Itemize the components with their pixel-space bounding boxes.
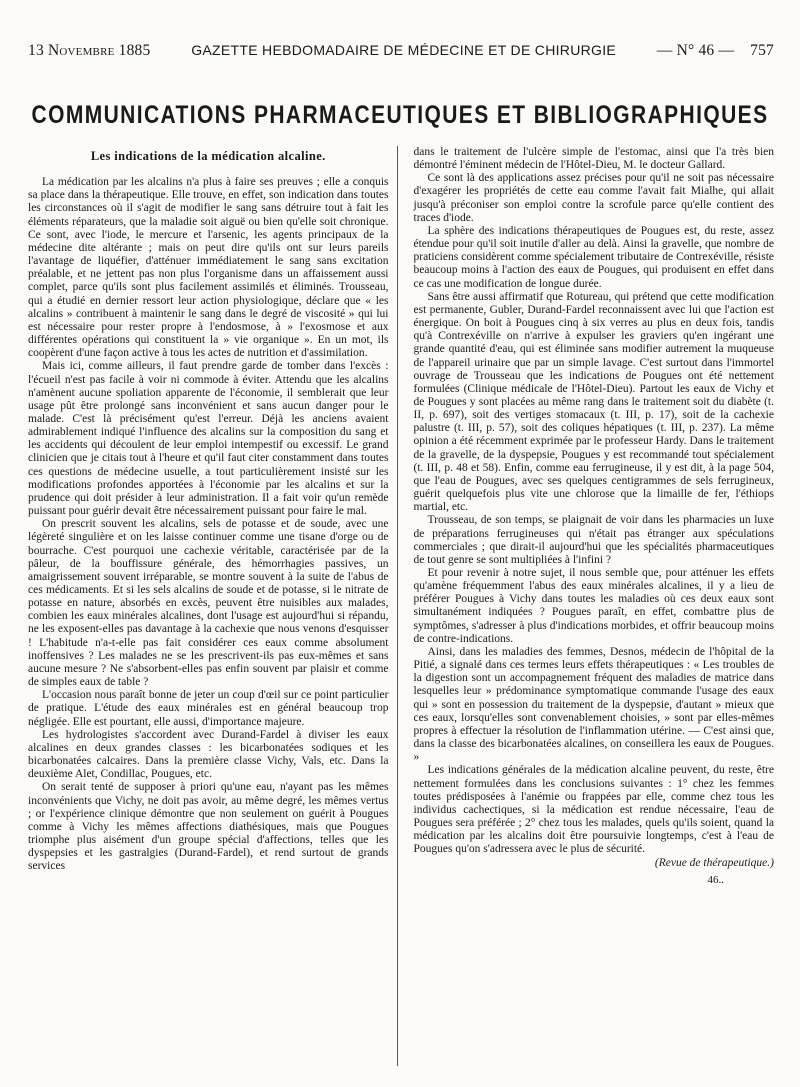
left-paragraph: Mais ici, comme ailleurs, il faut prendre garde de tomber dans l'excès : l'écueil n'est pas facile à voir ni commode à éviter. Attendu que les alcalins n'amènent aucune spoliation apparente de l'économie, il semblerait que leur usage pût être prolongé sans inconvénient et sans aucun danger pour le malade. C'est là précisément qu'est l'erreur. Déjà les anciens avaient admirablement indiqué l'influence des alcalins sur la composition du sang et les accidents qui découlent de leur emploi intempestif ou excessif. Le grand clinicien que je citais tout à l'heure et qu'il faut citer constamment dans toutes ces questions de médecine usuelle, a tout particulièrement insisté sur les modifications profondes apportées à l'économie par les alcalins et sur la prudence qui doit présider à leur administration. Il a fait voir qu'un remède puissant pour guérir devait être nécessairement puissant pour faire le mal. <box>28 360 389 518</box>
right-paragraph: dans le traitement de l'ulcère simple de l'estomac, ainsi que l'a très bien démontré l'éminent médecin de l'Hôtel-Dieu, M. le docteur Gallard. <box>413 146 774 172</box>
issue-number: — N° 46 — <box>656 42 735 59</box>
folio: 46.. <box>707 873 724 886</box>
left-paragraph: On serait tenté de supposer à priori qu'une eau, n'ayant pas les mêmes inconvénients que Vichy, ne doit pas avoir, au même degré, les mêmes vertus ; or l'expérience clinique démontre que non seulement on guérit à Pougues comme à Vichy les mêmes affections diathésiques, mais que Pougues triomphe plus aisément d'un groupe spécial d'affections, telles que les dyspepsies et les gastralgies (Durand-Fardel), et rend surtout de grands services <box>28 781 389 873</box>
section-title: COMMUNICATIONS PHARMACEUTIQUES ET BIBLIOGRAPHIQUES <box>31 101 769 129</box>
article-title: Les indications de la médication alcaline. <box>90 149 326 163</box>
left-paragraph: La médication par les alcalins n'a plus à faire ses preuves ; elle a conquis sa place dans la thérapeutique. Elle trouve, en effet, son indication dans toutes les circonstances où il s'agit de modifier le sang sans détruire tout à fait les éléments réparateurs, que la maladie soit aiguë ou bien qu'elle soit chronique. Ce sont, avec l'iode, le mercure et l'arsenic, les agents principaux de la médecine dite altérante ; mais on peut dire qu'ils ont sur leurs pareils l'avantage de liquéfier, d'atténuer immédiatement le sang sans excitation préalable, et ne jettent pas non plus l'organisme dans un affaissement aussi complet, parce qu'ils sont plus facilement assimilés et éliminés. Trousseau, qui a étudié en dernier ressort leur action physiologique, déclare que « les alcalins » contribuent à maintenir le sang dans le degré de viscosité » qui lui est nécessaire pour rester propre à l'endosmose, à » l'exosmose et aux différentes opérations qui constituent la » vie organique ». En un mot, ils coopèrent d'une façon active à tous les actes de nutrition et d'assimilation. <box>28 176 389 360</box>
running-head-right <box>657 42 774 60</box>
left-column <box>28 146 398 1066</box>
article-source: (Revue de thérapeutique.) <box>654 857 774 870</box>
left-paragraph: On prescrit souvent les alcalins, sels de potasse et de soude, avec une légèreté singulière et on les laisse continuer comme une tisane d'orge ou de bourrache. C'est pourquoi une cachexie véritable, caractérisée par de la pâleur, de la bouffissure générale, des hémorrhagies passives, un amaigrissement souvent irréparable, se montre souvent à la suite de l'abus de ces médicaments. Et si les sels alcalins de soude et de potasse, si le nitrate de potasse en nature, absorbés en excès, peuvent être nuisibles aux malades, combien les eaux minérales alcalines, dont l'usage est aujourd'hui si répandu, ne les exposent-elles pas davantage à la cachexie que nous venons d'esquisser ! L'habitude n'a-t-elle pas fait considérer ces eaux comme absolument inoffensives ? Les malades ne se les prescrivent-ils pas eux-mêmes et sans aucune mesure ? Ne s'absorbent-elles pas enfin souvent par plaisir et comme de simples eaux de table ? <box>28 518 389 689</box>
page-number: 757 <box>750 42 774 59</box>
right-paragraph: La sphère des indications thérapeutiques de Pougues est, du reste, assez étendue pour qu'il soit inutile d'aller au delà. Ainsi la gravelle, que nombre de praticiens considèrent comme spécialement tributaire de Contrexéville, résiste beaucoup moins à l'action des eaux de Pougues, qui produisent en effet dans ce cas une modification de longue durée. <box>413 224 774 290</box>
left-paragraph: L'occasion nous paraît bonne de jeter un coup d'œil sur ce point particulier de pratique. L'étude des eaux minérales est en général beaucoup trop négligée. Elle est pourtant, elle aussi, d'importance majeure. <box>28 689 389 728</box>
running-head <box>28 42 774 60</box>
text-columns <box>28 146 774 1066</box>
right-paragraph: Et pour revenir à notre sujet, il nous semble que, pour atténuer les effets qu'amène fréquemment l'abus des eaux minérales alcalines, il y a lieu de préférer Pougues à Vichy dans toutes les maladies où ces deux eaux sont simultanément indiquées ? Pougues paraît, en effet, combattre plus de symptômes, s'adresser à plus d'indications morbides, et offrir beaucoup moins de contre-indications. <box>413 567 774 645</box>
right-paragraph: Ainsi, dans les maladies des femmes, Desnos, médecin de l'hôpital de la Pitié, a signalé dans ces termes leurs effets thérapeutiques : « Les troubles de la digestion sont un accompagnement fréquent des maladies de matrice dans lesquelles leur » prédominance symptomatique commande l'usage des eaux qui » sont en possession du traitement de la dyspepsie, d'autant » mieux que ces eaux, lorsqu'elles sont convenablement choisies, » sont par elles-mêmes propres à effectuer la résolution de l'inflammation utérine. — C'est ainsi que, dans la classe des bicarbonatées alcalines, on conseillera les eaux de Pougues. » <box>413 645 774 764</box>
issue-date: 13 Novembre 1885 <box>28 42 151 59</box>
journal-name: GAZETTE HEBDOMADAIRE DE MÉDECINE ET DE CHIRURGIE <box>191 42 617 58</box>
right-paragraph: Les indications générales de la médication alcaline peuvent, du reste, être nettement formulées dans les conclusions suivantes : 1° chez les femmes toutes prédisposées à l'anémie ou frappées par elle, comme chez tous les individus cachectiques, si la médication est rendue nécessaire, l'eau de Pougues sera préférée ; 2° chez tous les malades, quels qu'ils soient, quand la médication par les alcalins doit être poursuivie longtemps, c'est à l'eau de Pougues qu'on s'adressera avec le plus de sécurité. <box>413 764 774 856</box>
right-paragraph: Trousseau, de son temps, se plaignait de voir dans les pharmacies un luxe de préparations ferrugineuses qui n'était pas étranger aux spéculations commerciales ; que dirait-il aujourd'hui que les spécialités pharmaceutiques de tout genre se sont multipliées à l'infini ? <box>413 514 774 566</box>
right-paragraph: Sans être aussi affirmatif que Rotureau, qui prétend que cette modification est permanente, Gubler, Durand-Fardel reconnaissent avec lui que l'action est énergique. On boit à Pougues cinq à six verres au plus en deux fois, tandis qu'à Contrexéville on n'arrive à expulser les graviers qu'en ingérant une grande quantité d'eau, qui est éliminée sans modifier autrement la muqueuse de l'appareil urinaire que par un simple lavage. C'est surtout dans l'immortel ouvrage de Trousseau que les indications de Pougues ont été nettement formulées (Clinique médicale de l'Hôtel-Dieu). Partout les eaux de Vichy et de Pougues y sont placées au même rang dans le traitement soit du diabète (t. II, p. 697), soit des vertiges stomacaux (t. III, p. 17), soit de la cachexie palustre (t. III, p. 57), soit des coliques hépatiques (t. III, p. 237). La même opinion a été récemment exprimée par le professeur Hardy. Dans le traitement de la gravelle, de la dyspepsie, Pougues y est recommandé tout spécialement (t. III, p. 48 et 58). Enfin, comme eau ferrugineuse, il y est dit, à la page 504, que l'eau de Pougues, avec ses quelques centigrammes de sels ferrugineux, guérit quelquefois plus vite une chlorose que la limaille de fer, l'éthiops martial, etc. <box>413 290 774 514</box>
right-paragraph: Ce sont là des applications assez précises pour qu'il ne soit pas nécessaire d'exagérer les propriétés de cette eau comme l'avait fait Mialhe, qui allait jusqu'à préconiser son emploi contre la scrofule parce qu'elle contient des traces d'iode. <box>413 172 774 224</box>
right-column <box>414 146 775 1066</box>
left-paragraph: Les hydrologistes s'accordent avec Durand-Fardel à diviser les eaux alcalines en deux grandes classes : les bicarbonatées sodiques et les bicarbonatées calcaires. Dans la première classe Vichy, Vals, etc. Dans la deuxième Alet, Condillac, Pougues, etc. <box>28 728 389 781</box>
